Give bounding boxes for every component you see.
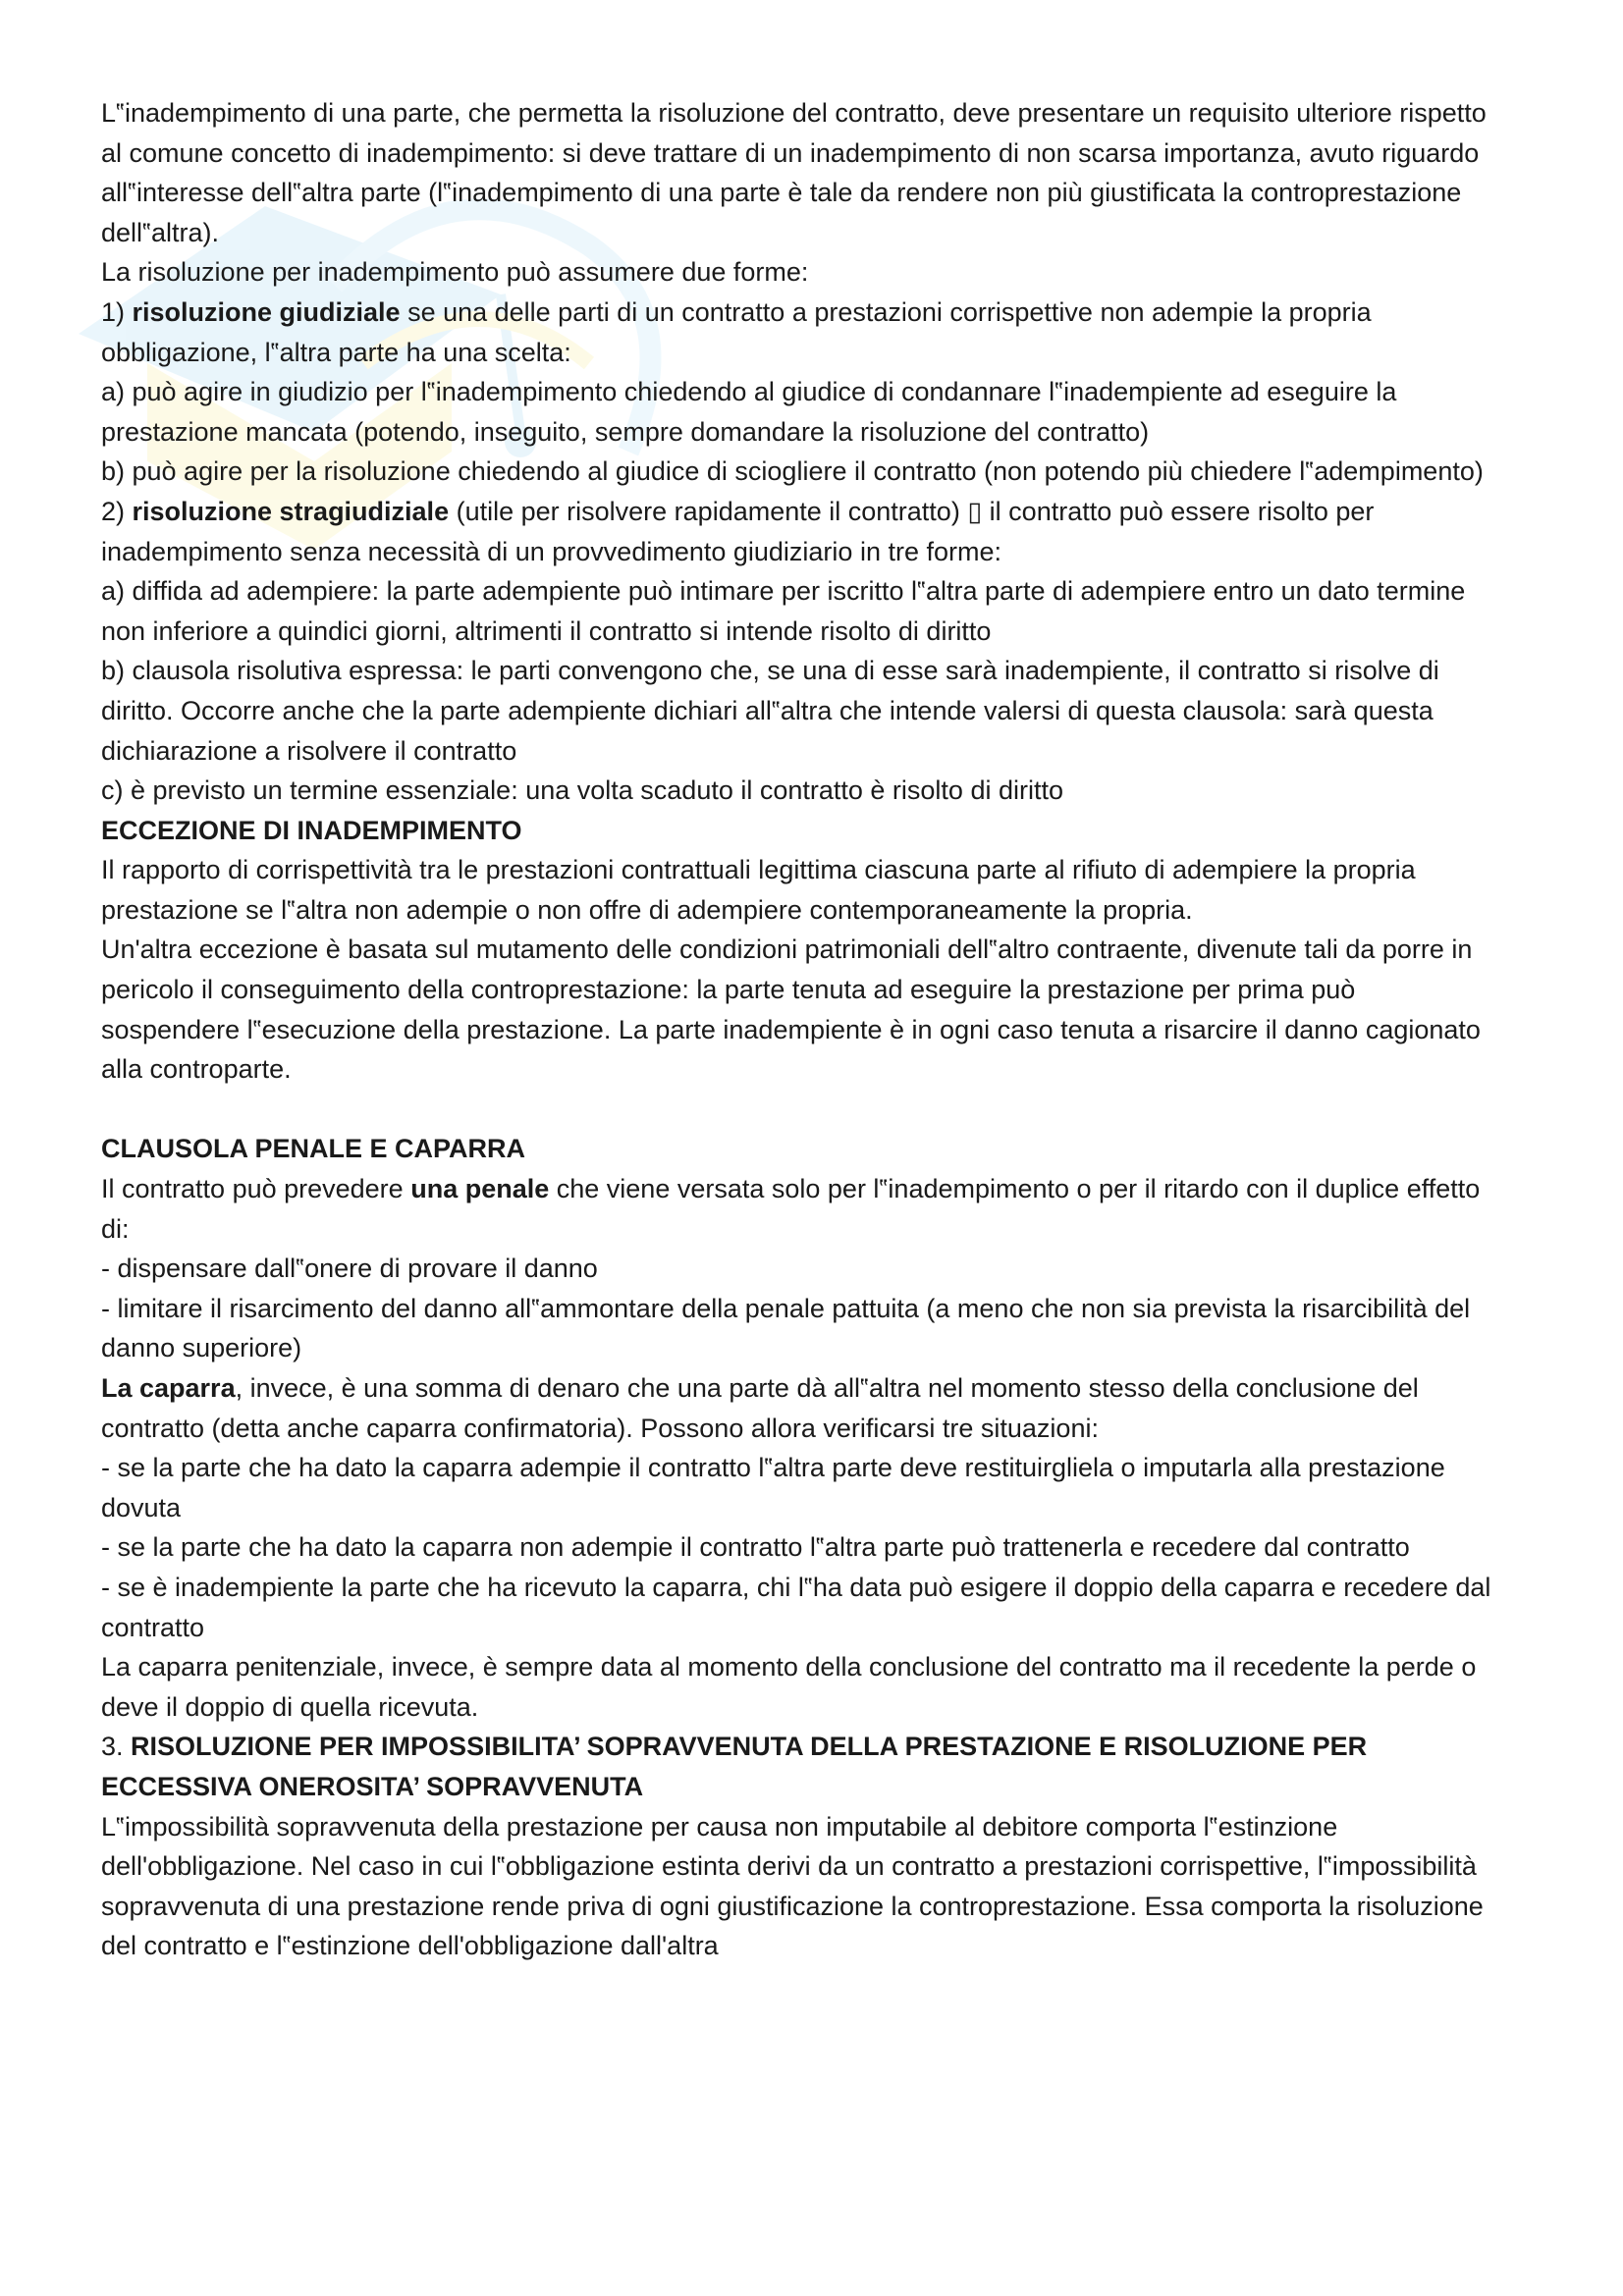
text-segment: b) clausola risolutiva espressa: le parti convengono che, se una di esse sarà inadempiente, il contratto si risolve di diritto. Occorre anche che la parte adempiente dichiari all‟altra che intende valersi di questa clausola: sarà questa dichiarazione a risolvere il contratto: [101, 656, 1439, 766]
bold-text: CLAUSOLA PENALE E CAPARRA: [101, 1134, 526, 1164]
paragraph-spacer: [101, 1090, 1495, 1130]
document-body: [101, 93, 1495, 1966]
bold-text: risoluzione stragiudiziale: [132, 496, 450, 526]
paragraph: [101, 452, 1495, 492]
text-segment: La risoluzione per inadempimento può assumere due forme:: [101, 257, 809, 288]
text-segment: a) diffida ad adempiere: la parte adempiente può intimare per iscritto l‟altra parte di adempiere entro un dato termine non inferiore a quindici giorni, altrimenti il contratto si intende risolto di diritto: [101, 576, 1466, 646]
paragraph: [101, 1249, 1495, 1289]
text-segment: La caparra penitenziale, invece, è sempre data al momento della conclusione del contratto ma il recedente la perde o deve il doppio di quella ricevuta.: [101, 1652, 1477, 1722]
bold-text: una penale: [410, 1174, 550, 1204]
text-segment: - se la parte che ha dato la caparra non adempie il contratto l‟altra parte può trattenerla e recedere dal contratto: [101, 1532, 1410, 1563]
paragraph: [101, 811, 1495, 851]
paragraph: [101, 1647, 1495, 1727]
text-segment: Il contratto può prevedere: [101, 1174, 411, 1204]
text-segment: - se la parte che ha dato la caparra adempie il contratto l‟altra parte deve restituirgliela o imputarla alla prestazione dovuta: [101, 1453, 1445, 1522]
paragraph: [101, 771, 1495, 811]
text-segment: Il rapporto di corrispettività tra le prestazioni contrattuali legittima ciascuna parte al rifiuto di adempiere la propria prestazione se l‟altra non adempie o non offre di adempiere contemporaneamente la propria.: [101, 855, 1416, 925]
text-segment: Un'altra eccezione è basata sul mutamento delle condizioni patrimoniali dell‟altro contraente, divenute tali da porre in pericolo il conseguimento della controprestazione: la parte tenuta ad eseguire la prestazione per prima può sospendere l‟esecuzione della prestazione. La parte inadempiente è in ogni caso tenuta a risarcire il danno cagionato alla controparte.: [101, 934, 1481, 1085]
text-segment: c) è previsto un termine essenziale: una volta scaduto il contratto è risolto di diritto: [101, 775, 1063, 806]
paragraph: [101, 372, 1495, 452]
text-segment: L‟impossibilità sopravvenuta della prestazione per causa non imputabile al debitore comporta l‟estinzione dell'obbligazione. Nel caso in cui l‟obbligazione estinta derivi da un contratto a prestazioni corrispettive, l‟impossibilità sopravvenuta di una prestazione rende priva di ogni giustificazione la controprestazione. Essa comporta la risoluzione del contratto e l‟estinzione dell'obbligazione dall'altra: [101, 1811, 1484, 1961]
bold-text: RISOLUZIONE PER IMPOSSIBILITA’ SOPRAVVENUTA DELLA PRESTAZIONE E RISOLUZIONE PER ECCESSIVA ONEROSITA’ SOPRAVVENUTA: [101, 1732, 1368, 1801]
text-segment: 1): [101, 296, 133, 327]
text-segment: L‟inadempimento di una parte, che permetta la risoluzione del contratto, deve presentare un requisito ulteriore rispetto al comune concetto di inadempimento: si deve trattare di un inadempimento di non scarsa importanza, avuto riguardo all‟interesse dell‟altra parte (l‟inadempimento di una parte è tale da rendere non più giustificata la controprestazione dell‟altra).: [101, 98, 1487, 247]
text-segment: - limitare il risarcimento del danno all‟ammontare della penale pattuita (a meno che non sia prevista la risarcibilità del danno superiore): [101, 1293, 1471, 1363]
bold-text: ECCEZIONE DI INADEMPIMENTO: [101, 815, 522, 845]
paragraph: [101, 1727, 1495, 1806]
paragraph: [101, 293, 1495, 372]
paragraph: [101, 1807, 1495, 1966]
text-segment: , invece, è una somma di denaro che una parte dà all‟altra nel momento stesso della conclusione del contratto (detta anche caparra confirmatoria). Possono allora verificarsi tre situazioni:: [101, 1373, 1419, 1443]
paragraph: [101, 1289, 1495, 1368]
text-segment: se una delle parti di un contratto a prestazioni corrispettive non adempie la propria obbligazione, l‟altra parte ha una scelta:: [101, 296, 1372, 367]
text-segment: (utile per risolvere rapidamente il contratto) ▯ il contratto può essere risolto per inadempimento senza necessità di un provvedimento giudiziario in tre forme:: [101, 496, 1375, 566]
text-segment: - se è inadempiente la parte che ha ricevuto la caparra, chi l‟ha data può esigere il doppio della caparra e recedere dal contratto: [101, 1572, 1491, 1642]
paragraph: [101, 850, 1495, 930]
paragraph: [101, 1527, 1495, 1568]
text-segment: 3.: [101, 1732, 132, 1762]
text-segment: a) può agire in giudizio per l‟inadempimento chiedendo al giudice di condannare l‟inadempiente ad eseguire la prestazione mancata (potendo, inseguito, sempre domandare la risoluzione del contratto): [101, 377, 1397, 447]
paragraph: [101, 492, 1495, 571]
text-segment: che viene versata solo per l‟inadempimento o per il ritardo con il duplice effetto di:: [101, 1174, 1481, 1244]
bold-text: La caparra: [101, 1373, 236, 1403]
paragraph: [101, 651, 1495, 771]
bold-text: risoluzione giudiziale: [132, 296, 401, 327]
text-segment: - dispensare dall‟onere di provare il danno: [101, 1254, 598, 1284]
text-segment: b) può agire per la risoluzione chiedendo al giudice di sciogliere il contratto (non potendo più chiedere l‟adempimento): [101, 456, 1484, 487]
paragraph: [101, 1368, 1495, 1448]
paragraph: [101, 571, 1495, 651]
paragraph: [101, 930, 1495, 1089]
text-segment: 2): [101, 496, 133, 526]
paragraph: [101, 1568, 1495, 1647]
paragraph: [101, 93, 1495, 252]
paragraph: [101, 1448, 1495, 1527]
paragraph: [101, 1169, 1495, 1249]
paragraph: [101, 252, 1495, 293]
paragraph: [101, 1129, 1495, 1169]
